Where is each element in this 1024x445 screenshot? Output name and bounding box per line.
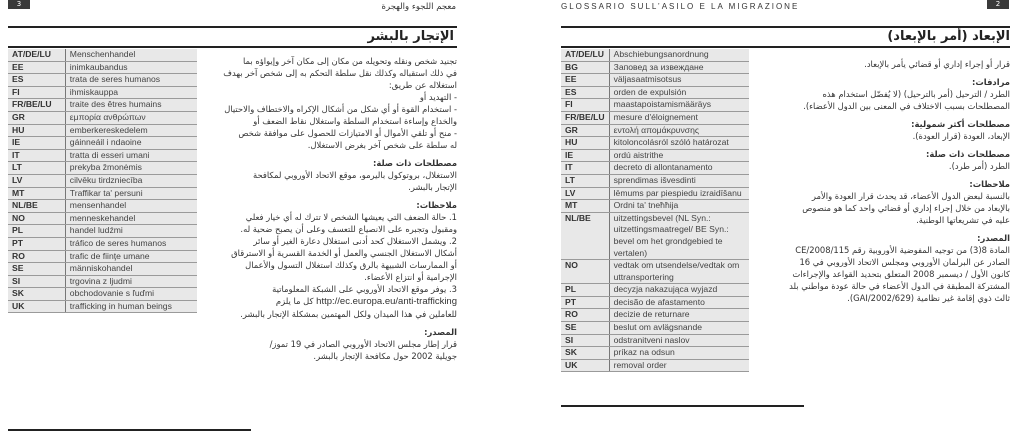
note-line: الإجرامية أو انتزاع الأعضاء.	[364, 272, 457, 282]
note-line: عليه في تشريعاتها الوطنية.	[916, 215, 1010, 225]
language-code: NO	[561, 260, 609, 284]
term-title: الإتجار بالبشر	[367, 29, 454, 44]
translated-term: Menschenhandel	[65, 49, 197, 61]
translated-term: handel ludźmi	[65, 225, 197, 238]
translation-row	[561, 334, 749, 347]
translation-row	[561, 149, 749, 162]
language-code: IT	[8, 149, 65, 162]
translated-term: Ordni ta' tneħħija	[609, 200, 749, 213]
translation-row	[561, 309, 749, 322]
translated-term: traite des êtres humains	[65, 99, 197, 112]
translation-row	[561, 99, 749, 112]
language-code: SI	[8, 275, 65, 288]
translation-row	[561, 187, 749, 200]
related-heading: مصطلحات ذات صلة:	[926, 149, 1010, 159]
translated-term: prekyba žmonėmis	[65, 162, 197, 175]
translated-term: väljasaatmisotsus	[609, 74, 749, 87]
related-terms	[205, 169, 457, 193]
source-line: كانون الأول / ديسمبر 2008 المتعلق بتحديد القواعد والإجراءات	[792, 269, 1010, 279]
translated-term: kitoloncolásról szóló határozat	[609, 137, 749, 150]
language-code: EE	[8, 61, 65, 74]
language-code: SK	[8, 288, 65, 301]
entry-body	[205, 55, 457, 362]
translated-term: trgovina z ljudmi	[65, 275, 197, 288]
translation-row	[561, 322, 749, 335]
translated-term: mesure d'éloignement	[609, 111, 749, 124]
definition	[205, 55, 457, 151]
translation-row	[561, 347, 749, 360]
language-code: ES	[8, 74, 65, 87]
language-code: FI	[8, 86, 65, 99]
language-code: LV	[8, 174, 65, 187]
translation-row	[8, 86, 197, 99]
bottom-rule	[8, 429, 251, 431]
language-code: UK	[8, 300, 65, 313]
language-code: IE	[561, 149, 609, 162]
language-code: SK	[561, 347, 609, 360]
notes-heading: ملاحظات:	[969, 179, 1010, 189]
translated-term: emberkereskedelem	[65, 124, 197, 137]
note-line: بالإبعاد من خلال إجراء إداري أو قضائي واحد كما هو منصوص	[802, 203, 1010, 213]
translated-term: príkaz na odsun	[609, 347, 749, 360]
definition-line: استغلاله عن طريق:	[388, 80, 457, 90]
notes-heading: ملاحظات:	[416, 200, 457, 210]
page-number: 2	[987, 0, 1009, 9]
synonyms	[756, 88, 1010, 112]
translation-row	[8, 99, 197, 112]
running-head: GLOSSARIO SULL’ASILO E LA MIGRAZIONE	[561, 2, 800, 11]
definition-line: في ذلك استقباله وكذلك نقل سلطة التحكم به إلى شخص آخر بهدف	[223, 68, 457, 78]
notes-url-suffix: كل ما يلزم	[275, 296, 314, 306]
source-line: قرار إطار مجلس الاتحاد الأوروبي الصادر في 19 تموز/	[269, 339, 457, 349]
translated-term: sprendimas išvesdinti	[609, 174, 749, 187]
language-code: LT	[561, 174, 609, 187]
translation-row	[561, 49, 749, 61]
language-code: SE	[8, 263, 65, 276]
translated-term: lēmums par piespiedu izraidīšanu	[609, 187, 749, 200]
language-code: IT	[561, 162, 609, 175]
source-line: الصادر عن البرلمان الأوروبي ومجلس الاتحاد الأوروبي في 16	[799, 257, 1010, 267]
translated-term: ihmiskauppa	[65, 86, 197, 99]
translation-row	[8, 225, 197, 238]
translated-term: ordú aistrithe	[609, 149, 749, 162]
language-code: FI	[561, 99, 609, 112]
translated-term: gáinneáil i ndaoine	[65, 137, 197, 150]
language-code: GR	[8, 111, 65, 124]
source-line: المادة 8(3) من توجيه المفوضية الأوروبية رقم CE/2008/115	[795, 245, 1010, 255]
source-line: جويلية 2002 حول مكافحة الإتجار بالبشر.	[313, 351, 457, 361]
translated-term: εμπορία ανθρώπων	[65, 111, 197, 124]
translation-row	[561, 200, 749, 213]
translation-row	[561, 61, 749, 74]
translated-term: maastapoistamismääräys	[609, 99, 749, 112]
definition-line: والخداع وإساءة استخدام السلطة واستغلال نقاط الضعف أو	[253, 116, 457, 126]
language-code: NL/BE	[561, 212, 609, 259]
translated-term: decreto di allontanamento	[609, 162, 749, 175]
translated-term: Заповед за извеждане	[609, 61, 749, 74]
translation-row	[561, 260, 749, 284]
bottom-rule	[561, 405, 804, 407]
definition-line: - منح أو تلقي الأموال أو الامتيازات للحصول على موافقة شخص	[238, 128, 457, 138]
language-code: NL/BE	[8, 200, 65, 213]
translations-table	[8, 49, 197, 313]
notes-last-line: للعاملين في هذا الميدان ولكل المهتمين بمشكلة الإتجار بالبشر.	[240, 309, 457, 319]
language-code: FR/BE/LU	[8, 99, 65, 112]
translation-row	[8, 149, 197, 162]
language-code: ES	[561, 86, 609, 99]
language-code: PT	[561, 296, 609, 309]
translated-term: cilvēku tirdzniecība	[65, 174, 197, 187]
translated-term: vedtak om utsendelse/vedtak om uttransportering	[609, 260, 749, 284]
translation-row	[561, 86, 749, 99]
translations-table	[561, 49, 749, 372]
translation-row	[561, 111, 749, 124]
language-code: BG	[561, 61, 609, 74]
language-code: IE	[8, 137, 65, 150]
running-head: معجم اللجوء والهجرة	[381, 2, 456, 12]
translated-term: odstranitveni naslov	[609, 334, 749, 347]
right-page	[512, 0, 1024, 445]
note-line: 1. حالة الضعف التي يعيشها الشخص لا تترك له أي خيار فعلي	[245, 212, 457, 222]
translation-row	[8, 288, 197, 301]
translated-term: menneskehandel	[65, 212, 197, 225]
translation-row	[8, 300, 197, 313]
language-code: SI	[561, 334, 609, 347]
source-heading: المصدر:	[977, 233, 1010, 243]
translated-term: trafic de fiinţe umane	[65, 250, 197, 263]
language-code: SE	[561, 322, 609, 335]
language-code: EE	[561, 74, 609, 87]
language-code: PL	[561, 284, 609, 297]
page-number: 3	[8, 0, 30, 9]
source-line: ثالث ذوي إقامة غير نظامية (GAI/2002/629).	[847, 293, 1010, 303]
translation-row	[8, 250, 197, 263]
language-code: NO	[8, 212, 65, 225]
related-terms: الطرد (أمر طرد).	[948, 161, 1010, 171]
translated-term: tratta di esseri umani	[65, 149, 197, 162]
translation-row	[8, 187, 197, 200]
translated-term: tráfico de seres humanos	[65, 237, 197, 250]
synonym-line: المصطلحات بسبب الاختلاف في المعنى بين الدول الأعضاء).	[803, 101, 1010, 111]
source-heading: المصدر:	[424, 327, 457, 337]
translation-row	[561, 359, 749, 372]
language-code: RO	[561, 309, 609, 322]
note-line: 2. ويشمل الاستغلال كحد أدنى استغلال دعارة الغير أو سائر	[253, 236, 457, 246]
language-code: HU	[8, 124, 65, 137]
notes-url-line	[205, 295, 457, 308]
definition: قرار أو إجراء إداري أو قضائي يأمر بالإبعاد.	[864, 59, 1010, 69]
translation-row	[561, 284, 749, 297]
language-code: HU	[561, 137, 609, 150]
translated-term: εντολή απομάκρυνσης	[609, 124, 749, 137]
translated-term: obchodovanie s ľuďmi	[65, 288, 197, 301]
definition-line: له سلطة على شخص آخر بغرض الاستغلال.	[307, 140, 457, 150]
title-rule	[8, 46, 457, 48]
language-code: RO	[8, 250, 65, 263]
translation-row	[8, 49, 197, 61]
translation-row	[8, 74, 197, 87]
eu-anti-trafficking-link[interactable]: http://ec.europa.eu/anti-trafficking	[316, 296, 457, 307]
language-code: PL	[8, 225, 65, 238]
synonyms-heading: مرادفات:	[972, 77, 1010, 87]
translated-term: beslut om avlägsnande	[609, 322, 749, 335]
translation-row	[8, 111, 197, 124]
translation-row	[8, 237, 197, 250]
translated-term: orden de expulsión	[609, 86, 749, 99]
related-line: الاستغلال، بروتوكول باليرمو، موقع الاتحاد الأوروبي لمكافحة	[252, 170, 457, 180]
language-code: LT	[8, 162, 65, 175]
definition-line: - التهديد أو	[419, 92, 457, 102]
translation-row	[8, 137, 197, 150]
translation-row	[561, 296, 749, 309]
notes	[756, 190, 1010, 226]
translated-term: mensenhandel	[65, 200, 197, 213]
entry-body	[756, 58, 1010, 304]
language-code: LV	[561, 187, 609, 200]
language-code: PT	[8, 237, 65, 250]
translation-row	[8, 263, 197, 276]
translated-term: trata de seres humanos	[65, 74, 197, 87]
language-code: GR	[561, 124, 609, 137]
translation-row	[561, 137, 749, 150]
term-title: الإبعاد (أمر بالإبعاد)	[887, 29, 1010, 44]
synonym-line: الطرد / الترحيل (أمر بالترحيل) (لا يُفضّل استخدام هذه	[822, 89, 1010, 99]
language-code: MT	[561, 200, 609, 213]
definition-line: تجنيد شخص ونقله وتحويله من مكان إلى مكان آخر وإيواؤه بما	[242, 56, 457, 66]
translated-term: removal order	[609, 359, 749, 372]
title-rule	[561, 46, 1010, 48]
source-line: المشتركة المطبقة في الدول الأعضاء في حالة عودة مواطني بلد	[789, 281, 1010, 291]
notes	[205, 211, 457, 295]
translation-row	[8, 275, 197, 288]
translated-term: uitzettingsbevel (NL Syn.: uitzettingsmaatregel/ BE Syn.: bevel om het grondgebied te vertalen)	[609, 212, 749, 259]
translation-row	[561, 162, 749, 175]
definition-line: - استخدام القوة أو أي شكل من أشكال الإكراه والاختطاف والاحتيال	[224, 104, 457, 114]
translation-row	[561, 174, 749, 187]
note-line: 3. يوفر موقع الاتحاد الأوروبي على الشبكة المعلوماتية	[272, 284, 457, 294]
language-code: MT	[8, 187, 65, 200]
translation-row	[8, 124, 197, 137]
language-code: AT/DE/LU	[8, 49, 65, 61]
translated-term: decyzja nakazująca wyjazd	[609, 284, 749, 297]
translation-row	[561, 74, 749, 87]
translated-term: decizie de returnare	[609, 309, 749, 322]
broader-terms: الإبعاد، العودة (قرار العودة).	[912, 131, 1010, 141]
language-code: UK	[561, 359, 609, 372]
translation-row	[561, 124, 749, 137]
translation-row	[8, 61, 197, 74]
translated-term: inimkaubandus	[65, 61, 197, 74]
source	[205, 338, 457, 362]
translation-row	[8, 174, 197, 187]
language-code: FR/BE/LU	[561, 111, 609, 124]
translation-row	[8, 200, 197, 213]
note-line: بالنسبة لبعض الدول الأعضاء، قد يحدث قرار العودة والأمر	[811, 191, 1010, 201]
note-line: ومقبول وتجبره على الانصياع للتعسف وعلى أن يصبح ضحية له.	[240, 224, 457, 234]
translated-term: decisão de afastamento	[609, 296, 749, 309]
translated-term: människohandel	[65, 263, 197, 276]
translation-row	[8, 212, 197, 225]
note-line: أو الممارسات الشبيهة بالرق وكذلك استغلال التسول والأعمال	[245, 260, 457, 270]
top-rule	[561, 26, 1010, 28]
translated-term: Abschiebungsanordnung	[609, 49, 749, 61]
note-line: أشكال الاستغلال الجنسي والعمل أو الخدمة القسرية أو الاسترقاق	[231, 248, 457, 258]
language-code: AT/DE/LU	[561, 49, 609, 61]
related-line: الإتجار بالبشر.	[408, 182, 457, 192]
top-rule	[8, 26, 457, 28]
translated-term: trafficking in human beings	[65, 300, 197, 313]
source	[756, 244, 1010, 304]
translated-term: Traffikar ta' persuni	[65, 187, 197, 200]
broader-heading: مصطلحات أكثر شمولية:	[911, 119, 1010, 129]
related-heading: مصطلحات ذات صلة:	[373, 158, 457, 168]
translation-row	[8, 162, 197, 175]
translation-row	[561, 212, 749, 259]
